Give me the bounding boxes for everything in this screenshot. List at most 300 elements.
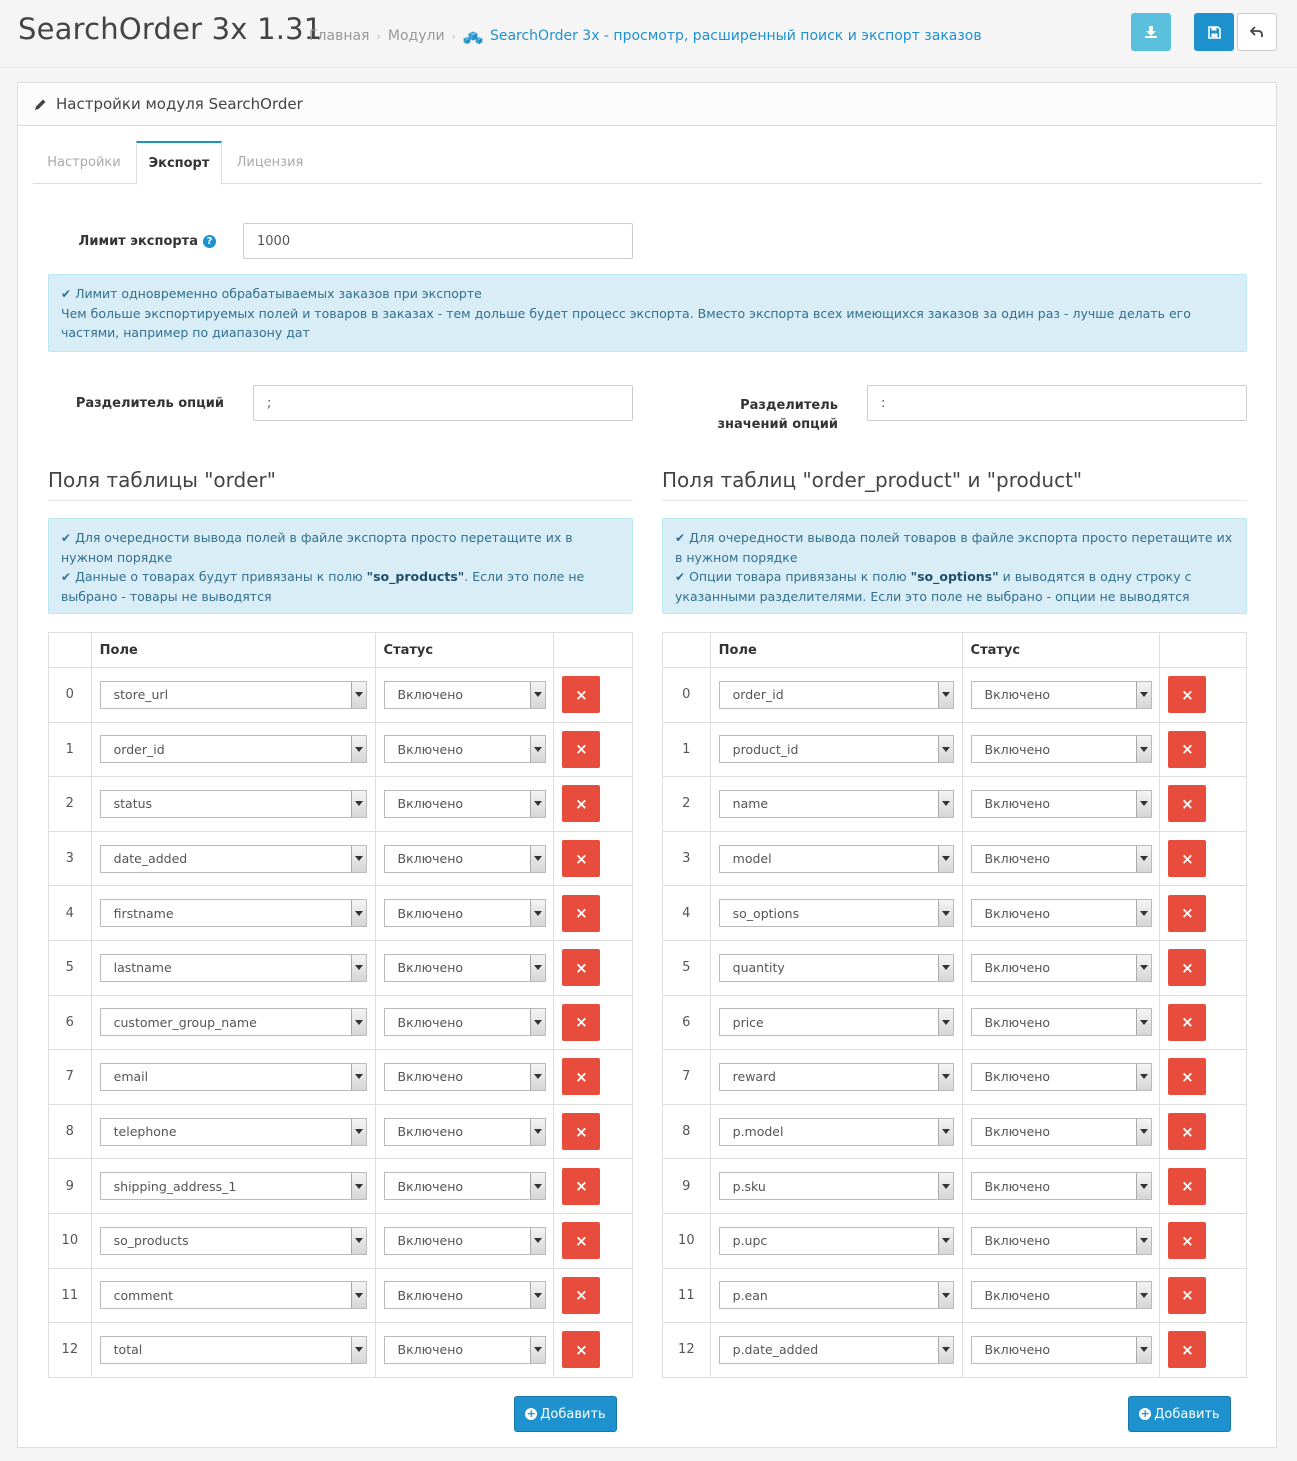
table-row[interactable] [49,1104,633,1159]
row-index: 3 [49,831,92,886]
table-row[interactable] [49,831,633,886]
pencil-icon [34,98,47,111]
actions-cell [554,995,633,1050]
field-select[interactable] [719,790,954,818]
times-icon: × [575,685,588,704]
dropdown-arrow-icon[interactable] [351,1064,366,1090]
dropdown-arrow-icon[interactable] [938,1337,953,1363]
times-icon: × [1181,1177,1194,1196]
field-cell [91,1159,375,1214]
dropdown-arrow-icon[interactable] [351,1173,366,1199]
dropdown-arrow-icon[interactable] [1136,1337,1151,1363]
status-select-value: Включено [397,851,464,867]
status-select-value: Включено [984,1124,1051,1140]
alert-text: Лимит одновременно обрабатываемых заказов при экспорте [75,286,482,301]
export-limit-alert [48,274,1247,352]
remove-row-button[interactable] [1168,1331,1206,1368]
status-select-value: Включено [984,1287,1051,1303]
field-select[interactable] [719,1118,954,1146]
dropdown-arrow-icon[interactable] [530,846,545,872]
remove-row-button[interactable] [1168,1277,1206,1314]
field-select[interactable] [719,1336,954,1364]
row-index: 11 [663,1268,711,1323]
field-select[interactable] [100,954,367,982]
remove-row-button[interactable] [562,895,600,932]
status-select-value: Включено [984,796,1051,812]
breadcrumb-modules[interactable]: Модули [387,28,445,44]
col-index [49,633,92,668]
dropdown-arrow-icon[interactable] [1136,1173,1151,1199]
status-select[interactable] [971,1118,1152,1146]
row-index: 6 [49,995,92,1050]
status-select-value: Включено [984,851,1051,867]
actions-cell [1160,1159,1247,1214]
status-cell [962,722,1160,777]
table-row[interactable] [49,1323,633,1378]
product-add-button[interactable] [1128,1396,1231,1432]
table-row[interactable] [49,777,633,832]
actions-cell [1160,940,1247,995]
table-row[interactable] [49,722,633,777]
times-icon: × [575,1231,588,1250]
dropdown-arrow-icon[interactable] [1136,1064,1151,1090]
status-cell [962,995,1160,1050]
dropdown-arrow-icon[interactable] [351,955,366,981]
dropdown-arrow-icon[interactable] [351,682,366,708]
actions-cell [554,886,633,941]
remove-row-button[interactable] [1168,1058,1206,1095]
status-cell [375,1050,554,1105]
alert-bold: "so_options" [910,569,999,584]
table-row[interactable] [663,722,1247,777]
field-select[interactable] [719,1281,954,1309]
remove-row-button[interactable] [562,1277,600,1314]
field-select-value: lastname [113,960,172,976]
status-select[interactable] [971,1063,1152,1091]
dropdown-arrow-icon[interactable] [351,791,366,817]
field-select[interactable] [100,845,367,873]
times-icon: × [575,1177,588,1196]
row-index: 4 [663,886,711,941]
field-select-value: p.model [732,1124,784,1140]
field-select[interactable] [100,899,367,927]
field-select[interactable] [100,1281,367,1309]
check-icon: ✔ [675,570,686,584]
table-row[interactable] [663,1213,1247,1268]
dropdown-arrow-icon[interactable] [351,1119,366,1145]
field-cell [91,1213,375,1268]
status-select[interactable] [971,899,1152,927]
table-row[interactable] [49,1050,633,1105]
field-select-value: telephone [113,1124,177,1140]
alert-text: и выводятся в одну строку с указанными разделителями. Если это поле не выбрано - опции не выводятся [675,569,1192,604]
table-row[interactable] [663,995,1247,1050]
values-separator-label: Разделитель значений опций [717,398,838,432]
alert-text: Опции товара привязаны к полю [689,569,911,584]
status-select[interactable] [971,1336,1152,1364]
row-index: 1 [663,722,711,777]
row-index: 12 [663,1323,711,1378]
dropdown-arrow-icon[interactable] [530,682,545,708]
remove-row-button[interactable] [1168,1222,1206,1259]
check-icon: ✔ [61,287,72,301]
remove-row-button[interactable] [1168,676,1206,713]
field-cell [91,1268,375,1323]
status-cell [962,777,1160,832]
row-index: 8 [49,1104,92,1159]
tab-export[interactable]: Экспорт [136,141,222,185]
export-limit-label-text: Лимит экспорта [78,234,198,249]
field-select-value: store_url [113,687,169,703]
col-field: Поле [91,633,375,668]
status-select[interactable] [971,1281,1152,1309]
actions-cell [554,1268,633,1323]
row-index: 3 [663,831,711,886]
table-row[interactable] [663,831,1247,886]
dropdown-arrow-icon[interactable] [1136,846,1151,872]
order-add-button[interactable] [514,1396,617,1432]
remove-row-button[interactable] [1168,1113,1206,1150]
table-row[interactable] [49,940,633,995]
add-button-label: Добавить [1154,1406,1220,1422]
field-select-value: so_options [732,905,800,921]
dropdown-arrow-icon[interactable] [1136,1282,1151,1308]
field-select-value: product_id [732,741,799,757]
status-select-value: Включено [984,1233,1051,1249]
dropdown-arrow-icon[interactable] [351,846,366,872]
status-select[interactable] [384,1063,546,1091]
field-cell [710,1213,962,1268]
table-row[interactable] [663,1268,1247,1323]
remove-row-button[interactable] [562,1004,600,1041]
status-select[interactable] [971,954,1152,982]
status-select[interactable] [384,735,546,763]
remove-row-button[interactable] [1168,1168,1206,1205]
dropdown-arrow-icon[interactable] [938,736,953,762]
status-select[interactable] [384,1008,546,1036]
table-row[interactable] [663,668,1247,723]
dropdown-arrow-icon[interactable] [530,736,545,762]
actions-cell [554,1159,633,1214]
times-icon: × [575,740,588,759]
back-button[interactable] [1237,13,1277,51]
save-button[interactable] [1194,13,1234,51]
dropdown-arrow-icon[interactable] [938,1173,953,1199]
field-cell [91,940,375,995]
status-select[interactable] [971,1227,1152,1255]
field-cell [710,777,962,832]
status-select[interactable] [384,681,546,709]
remove-row-button[interactable] [562,731,600,768]
table-row[interactable] [663,1104,1247,1159]
table-row[interactable] [49,1268,633,1323]
table-row[interactable] [663,1159,1247,1214]
dropdown-arrow-icon[interactable] [530,1064,545,1090]
field-select[interactable] [100,681,367,709]
field-cell [710,1159,962,1214]
dropdown-arrow-icon[interactable] [351,1337,366,1363]
dropdown-arrow-icon[interactable] [938,1282,953,1308]
remove-row-button[interactable] [1168,949,1206,986]
field-select[interactable] [100,1008,367,1036]
dropdown-arrow-icon[interactable] [938,900,953,926]
chevron-right-icon: › [376,29,381,43]
field-cell [91,886,375,941]
status-select[interactable] [971,735,1152,763]
export-limit-alert-line2: Чем больше экспортируемых полей и товаров в заказах - тем дольше будет процесс экспорта. Вместо экспорта всех имеющихся заказов за один раз - лучше делать его частями, например по диапазону дат [61,306,1191,340]
field-select[interactable] [719,681,954,709]
field-cell [91,1104,375,1159]
table-row[interactable] [49,1213,633,1268]
status-cell [375,886,554,941]
dropdown-arrow-icon[interactable] [1136,682,1151,708]
status-cell [962,1268,1160,1323]
table-row[interactable] [663,886,1247,941]
remove-row-button[interactable] [562,785,600,822]
status-select[interactable] [384,1281,546,1309]
order-fields-alert [48,518,633,614]
times-icon: × [575,1286,588,1305]
status-select[interactable] [384,1118,546,1146]
field-select[interactable] [100,1118,367,1146]
status-cell [962,886,1160,941]
status-select-value: Включено [397,1233,464,1249]
dropdown-arrow-icon[interactable] [530,1173,545,1199]
table-row[interactable] [663,940,1247,995]
status-select[interactable] [384,899,546,927]
times-icon: × [1181,740,1194,759]
field-select[interactable] [100,735,367,763]
field-select-value: p.sku [732,1178,766,1194]
dropdown-arrow-icon[interactable] [530,955,545,981]
status-select-value: Включено [397,1014,464,1030]
check-icon: ✔ [61,570,72,584]
status-select[interactable] [384,845,546,873]
field-select[interactable] [719,1063,954,1091]
status-cell [375,1159,554,1214]
field-cell [91,831,375,886]
field-select-value: firstname [113,905,174,921]
dropdown-arrow-icon[interactable] [938,791,953,817]
dropdown-arrow-icon[interactable] [1136,900,1151,926]
status-cell [375,831,554,886]
actions-cell [554,1050,633,1105]
status-select-value: Включено [397,1287,464,1303]
dropdown-arrow-icon[interactable] [938,1064,953,1090]
dropdown-arrow-icon[interactable] [1136,955,1151,981]
order-fields-table [48,632,633,1378]
field-cell [710,940,962,995]
table-row[interactable] [663,1050,1247,1105]
field-select[interactable] [719,735,954,763]
field-select[interactable] [719,1172,954,1200]
dropdown-arrow-icon[interactable] [1136,791,1151,817]
alert-text: Для очередности вывода полей товаров в файле экспорта просто перетащите их в нужном порядке [675,530,1233,565]
options-separator-input[interactable]: ; [253,385,633,421]
status-select-value: Включено [984,905,1051,921]
status-select[interactable] [971,681,1152,709]
status-select-value: Включено [397,1178,464,1194]
table-row[interactable] [49,1159,633,1214]
remove-row-button[interactable] [562,1222,600,1259]
times-icon: × [1181,1231,1194,1250]
question-circle-icon[interactable]: ? [203,235,216,248]
dropdown-arrow-icon[interactable] [351,1009,366,1035]
row-index: 10 [49,1213,92,1268]
dropdown-arrow-icon[interactable] [351,1228,366,1254]
times-icon: × [1181,1340,1194,1359]
export-limit-input[interactable]: 1000 [243,223,633,259]
remove-row-button[interactable] [562,676,600,713]
status-select[interactable] [384,954,546,982]
row-index: 0 [663,668,711,723]
download-button[interactable] [1131,13,1171,51]
col-status: Статус [962,633,1160,668]
dropdown-arrow-icon[interactable] [938,1009,953,1035]
remove-row-button[interactable] [562,840,600,877]
status-select[interactable] [384,790,546,818]
times-icon: × [1181,1286,1194,1305]
status-cell [375,1323,554,1378]
dropdown-arrow-icon[interactable] [1136,1228,1151,1254]
field-cell [710,831,962,886]
field-select-value: comment [113,1287,174,1303]
table-row[interactable] [663,1323,1247,1378]
status-select[interactable] [971,1008,1152,1036]
remove-row-button[interactable] [1168,1004,1206,1041]
actions-cell [1160,777,1247,832]
field-select[interactable] [100,790,367,818]
dropdown-arrow-icon[interactable] [1136,736,1151,762]
field-select[interactable] [100,1336,367,1364]
dropdown-arrow-icon[interactable] [351,900,366,926]
status-select-value: Включено [397,905,464,921]
status-select[interactable] [971,1172,1152,1200]
remove-row-button[interactable] [562,1113,600,1150]
dropdown-arrow-icon[interactable] [938,846,953,872]
status-select-value: Включено [984,1342,1051,1358]
status-select-value: Включено [397,796,464,812]
row-index: 10 [663,1213,711,1268]
times-icon: × [1181,849,1194,868]
dropdown-arrow-icon[interactable] [530,1009,545,1035]
times-icon: × [575,794,588,813]
status-cell [375,1104,554,1159]
actions-cell [1160,722,1247,777]
values-separator-input[interactable]: : [867,385,1247,421]
status-select-value: Включено [984,687,1051,703]
status-select[interactable] [384,1336,546,1364]
tab-license[interactable]: Лицензия [236,155,304,170]
field-select-value: total [113,1342,143,1358]
actions-cell [1160,886,1247,941]
field-cell [710,995,962,1050]
status-select-value: Включено [397,741,464,757]
dropdown-arrow-icon[interactable] [938,682,953,708]
status-cell [375,940,554,995]
field-select[interactable] [719,1227,954,1255]
field-select[interactable] [719,1008,954,1036]
dropdown-arrow-icon[interactable] [530,791,545,817]
status-select[interactable] [384,1172,546,1200]
dropdown-arrow-icon[interactable] [530,1228,545,1254]
dropdown-arrow-icon[interactable] [530,1337,545,1363]
remove-row-button[interactable] [1168,731,1206,768]
table-row[interactable] [49,886,633,941]
check-icon: ✔ [675,531,686,545]
field-select[interactable] [100,1063,367,1091]
field-select[interactable] [100,1172,367,1200]
field-cell [91,668,375,723]
remove-row-button[interactable] [1168,840,1206,877]
field-select-value: order_id [732,687,784,703]
times-icon: × [1181,1067,1194,1086]
alert-bold: "so_products" [366,569,465,584]
remove-row-button[interactable] [562,1331,600,1368]
times-icon: × [575,1067,588,1086]
status-select-value: Включено [397,687,464,703]
remove-row-button[interactable] [562,949,600,986]
table-row[interactable] [663,777,1247,832]
breadcrumb [309,27,982,45]
times-icon: × [575,904,588,923]
status-select-value: Включено [397,1342,464,1358]
dropdown-arrow-icon[interactable] [530,1119,545,1145]
actions-cell [554,1104,633,1159]
times-icon: × [1181,1122,1194,1141]
times-icon: × [575,1013,588,1032]
field-select-value: date_added [113,851,188,867]
remove-row-button[interactable] [562,1058,600,1095]
tab-settings[interactable]: Настройки [47,155,121,170]
breadcrumb-home[interactable]: Главная [309,28,370,44]
status-select-value: Включено [984,1069,1051,1085]
field-select[interactable] [719,845,954,873]
breadcrumb-current[interactable] [463,27,982,45]
table-row[interactable] [49,668,633,723]
row-index: 6 [663,995,711,1050]
remove-row-button[interactable] [1168,895,1206,932]
dropdown-arrow-icon[interactable] [1136,1119,1151,1145]
dropdown-arrow-icon[interactable] [938,955,953,981]
times-icon: × [1181,1013,1194,1032]
actions-cell [1160,831,1247,886]
status-cell [375,668,554,723]
remove-row-button[interactable] [562,1168,600,1205]
field-select[interactable] [719,899,954,927]
alert-text: Данные о товарах будут привязаны к полю [75,569,367,584]
status-select[interactable] [384,1227,546,1255]
dropdown-arrow-icon[interactable] [1136,1009,1151,1035]
dropdown-arrow-icon[interactable] [351,736,366,762]
remove-row-button[interactable] [1168,785,1206,822]
dropdown-arrow-icon[interactable] [530,900,545,926]
status-select[interactable] [971,790,1152,818]
table-row[interactable] [49,995,633,1050]
chevron-right-icon: › [451,29,456,43]
status-cell [962,1323,1160,1378]
dropdown-arrow-icon[interactable] [530,1282,545,1308]
status-select[interactable] [971,845,1152,873]
alert-text: . Если это поле не выбрано - товары не выводятся [61,569,585,604]
times-icon: × [1181,685,1194,704]
dropdown-arrow-icon[interactable] [938,1228,953,1254]
field-select[interactable] [100,1227,367,1255]
dropdown-arrow-icon[interactable] [351,1282,366,1308]
row-index: 2 [49,777,92,832]
dropdown-arrow-icon[interactable] [938,1119,953,1145]
field-select[interactable] [719,954,954,982]
